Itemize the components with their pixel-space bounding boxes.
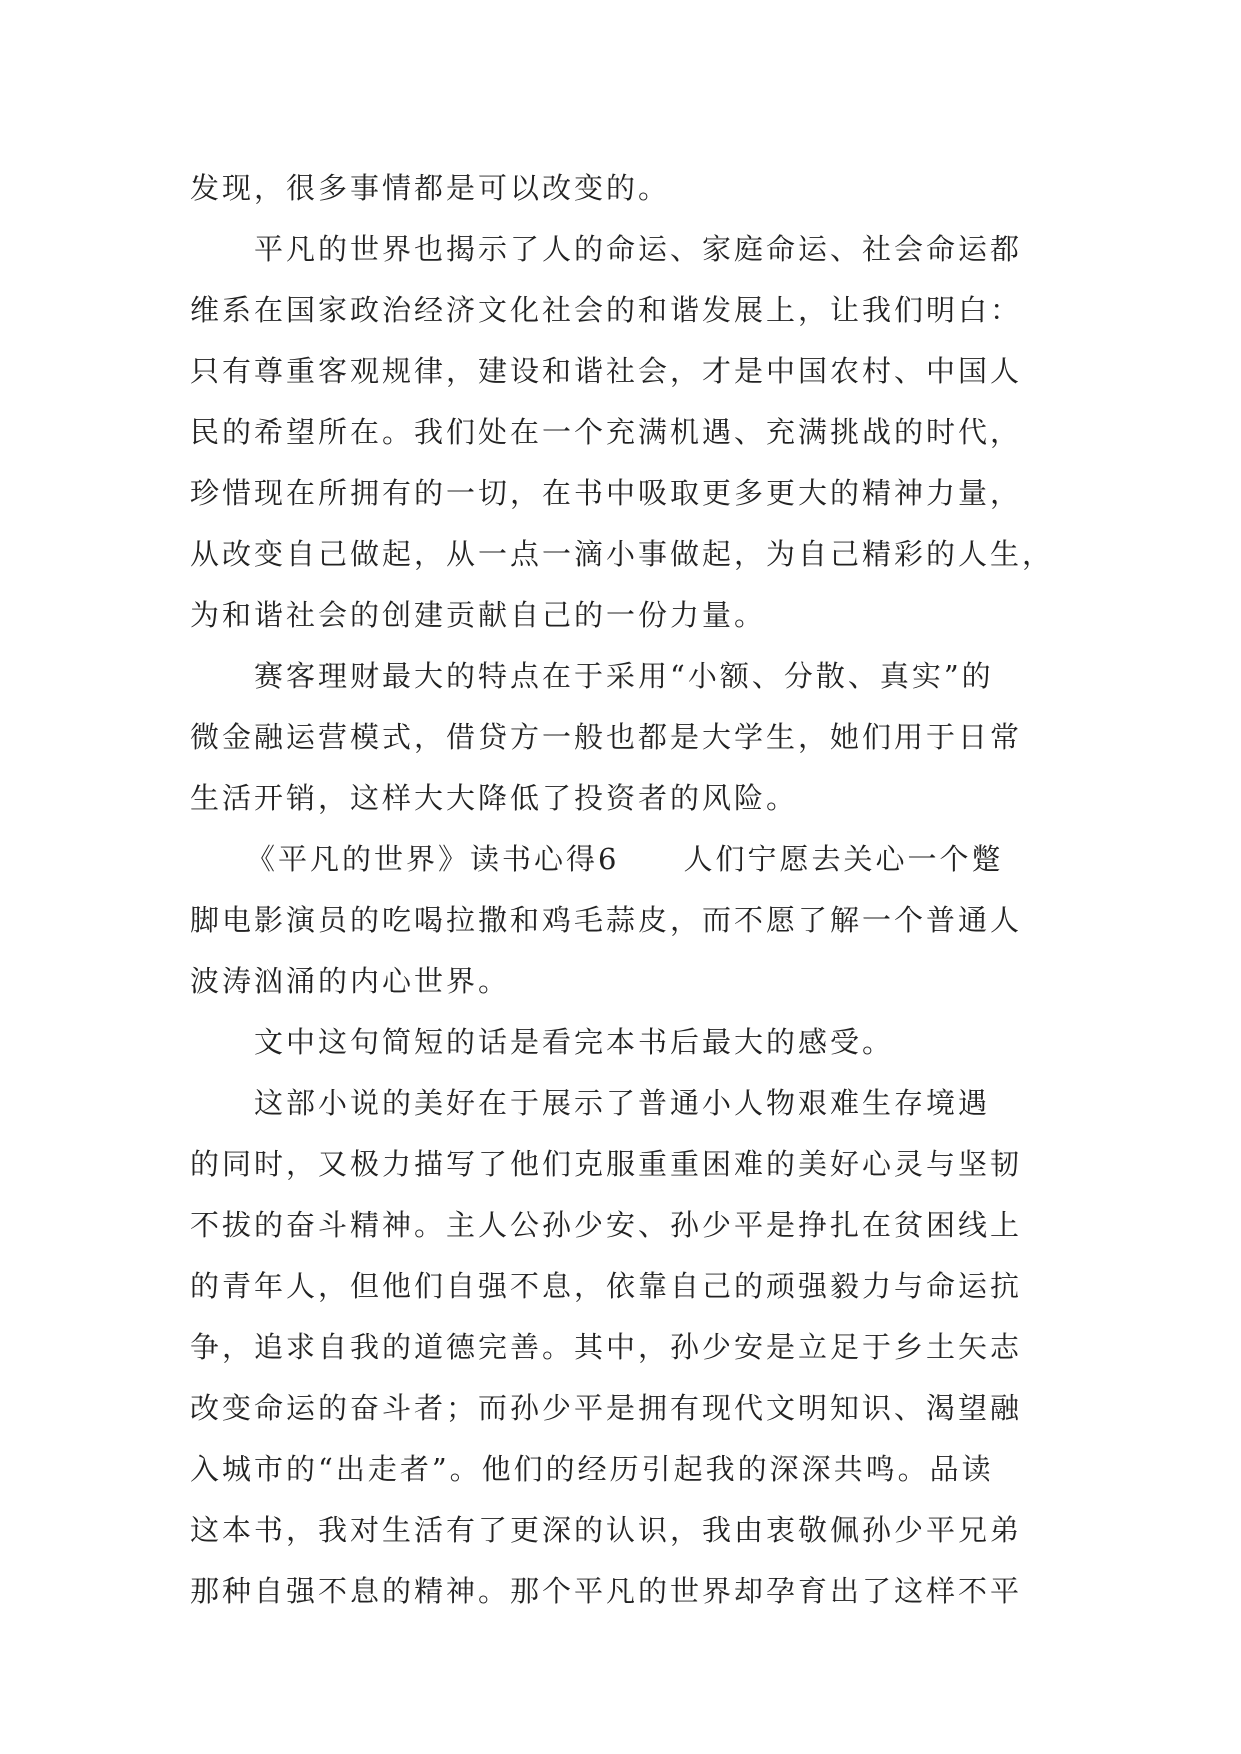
text-line: 民的希望所在。我们处在一个充满机遇、充满挑战的时代， <box>190 415 1023 449</box>
text-line: 争，追求自我的道德完善。其中，孙少安是立足于乡土矢志 <box>190 1330 1023 1364</box>
text-line: 改变命运的奋斗者；而孙少平是拥有现代文明知识、渴望融 <box>190 1391 1023 1425</box>
text-line: 的同时，又极力描写了他们克服重重困难的美好心灵与坚韧 <box>190 1147 1023 1181</box>
text-line: 脚电影演员的吃喝拉撒和鸡毛蒜皮，而不愿了解一个普通人 <box>190 903 1023 937</box>
paragraph-start-line: 赛客理财最大的特点在于采用“小额、分散、真实”的 <box>254 659 994 693</box>
text-line: 这本书，我对生活有了更深的认识，我由衷敬佩孙少平兄弟 <box>190 1513 1023 1547</box>
text-line: 为和谐社会的创建贡献自己的一份力量。 <box>190 598 767 632</box>
text-line: 微金融运营模式，借贷方一般也都是大学生，她们用于日常 <box>190 720 1023 754</box>
text-line: 的青年人，但他们自强不息，依靠自己的顽强毅力与命运抗 <box>190 1269 1023 1303</box>
text-line: 发现，很多事情都是可以改变的。 <box>190 171 671 205</box>
text-line: 波涛汹涌的内心世界。 <box>190 964 511 998</box>
text-line: 维系在国家政治经济文化社会的和谐发展上，让我们明白： <box>190 293 1023 327</box>
paragraph-start-line: 这部小说的美好在于展示了普通小人物艰难生存境遇 <box>254 1086 991 1120</box>
text-line: 不拔的奋斗精神。主人公孙少安、孙少平是挣扎在贫困线上 <box>190 1208 1023 1242</box>
text-line: 生活开销，这样大大降低了投资者的风险。 <box>190 781 799 815</box>
text-line: 只有尊重客观规律，建设和谐社会，才是中国农村、中国人 <box>190 354 1023 388</box>
text-line: 从改变自己做起，从一点一滴小事做起，为自己精彩的人生， <box>190 537 1055 571</box>
section-heading-line: 《平凡的世界》读书心得6 人们宁愿去关心一个蹩 <box>246 842 1004 876</box>
paragraph-start-line: 平凡的世界也揭示了人的命运、家庭命运、社会命运都 <box>254 232 1023 266</box>
text-line: 入城市的“出走者”。他们的经历引起我的深深共鸣。品读 <box>190 1452 994 1486</box>
text-line: 珍惜现在所拥有的一切，在书中吸取更多更大的精神力量， <box>190 476 1023 510</box>
text-line: 那种自强不息的精神。那个平凡的世界却孕育出了这样不平 <box>190 1574 1023 1608</box>
body-text <box>190 158 1055 1622</box>
paragraph-start-line: 文中这句简短的话是看完本书后最大的感受。 <box>254 1025 895 1059</box>
